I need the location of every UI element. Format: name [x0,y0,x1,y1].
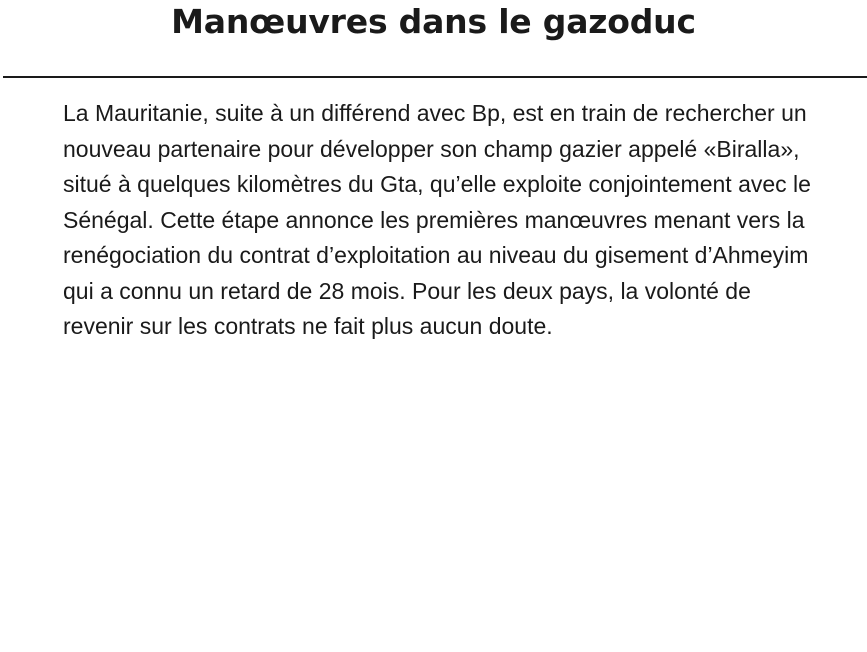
title-divider [3,76,867,78]
article-body [63,96,823,345]
article-paragraph: La Mauritanie, suite à un différend avec Bp, est en train de rechercher un nouveau partenaire pour développer son champ gazier appelé «Biralla», situé à quelques kilomètres du Gta, qu’elle exploite conjointement avec le Sénégal. Cette étape annonce les premières manœuvres menant vers la renégociation du contrat d’exploitation au niveau du gisement d’Ahmeyim qui a connu un retard de 28 mois. Pour les deux pays, la volonté de revenir sur les contrats ne fait plus aucun doute. [63,100,811,339]
article-header [0,0,867,78]
article-title: Manœuvres dans le gazoduc [171,2,696,41]
